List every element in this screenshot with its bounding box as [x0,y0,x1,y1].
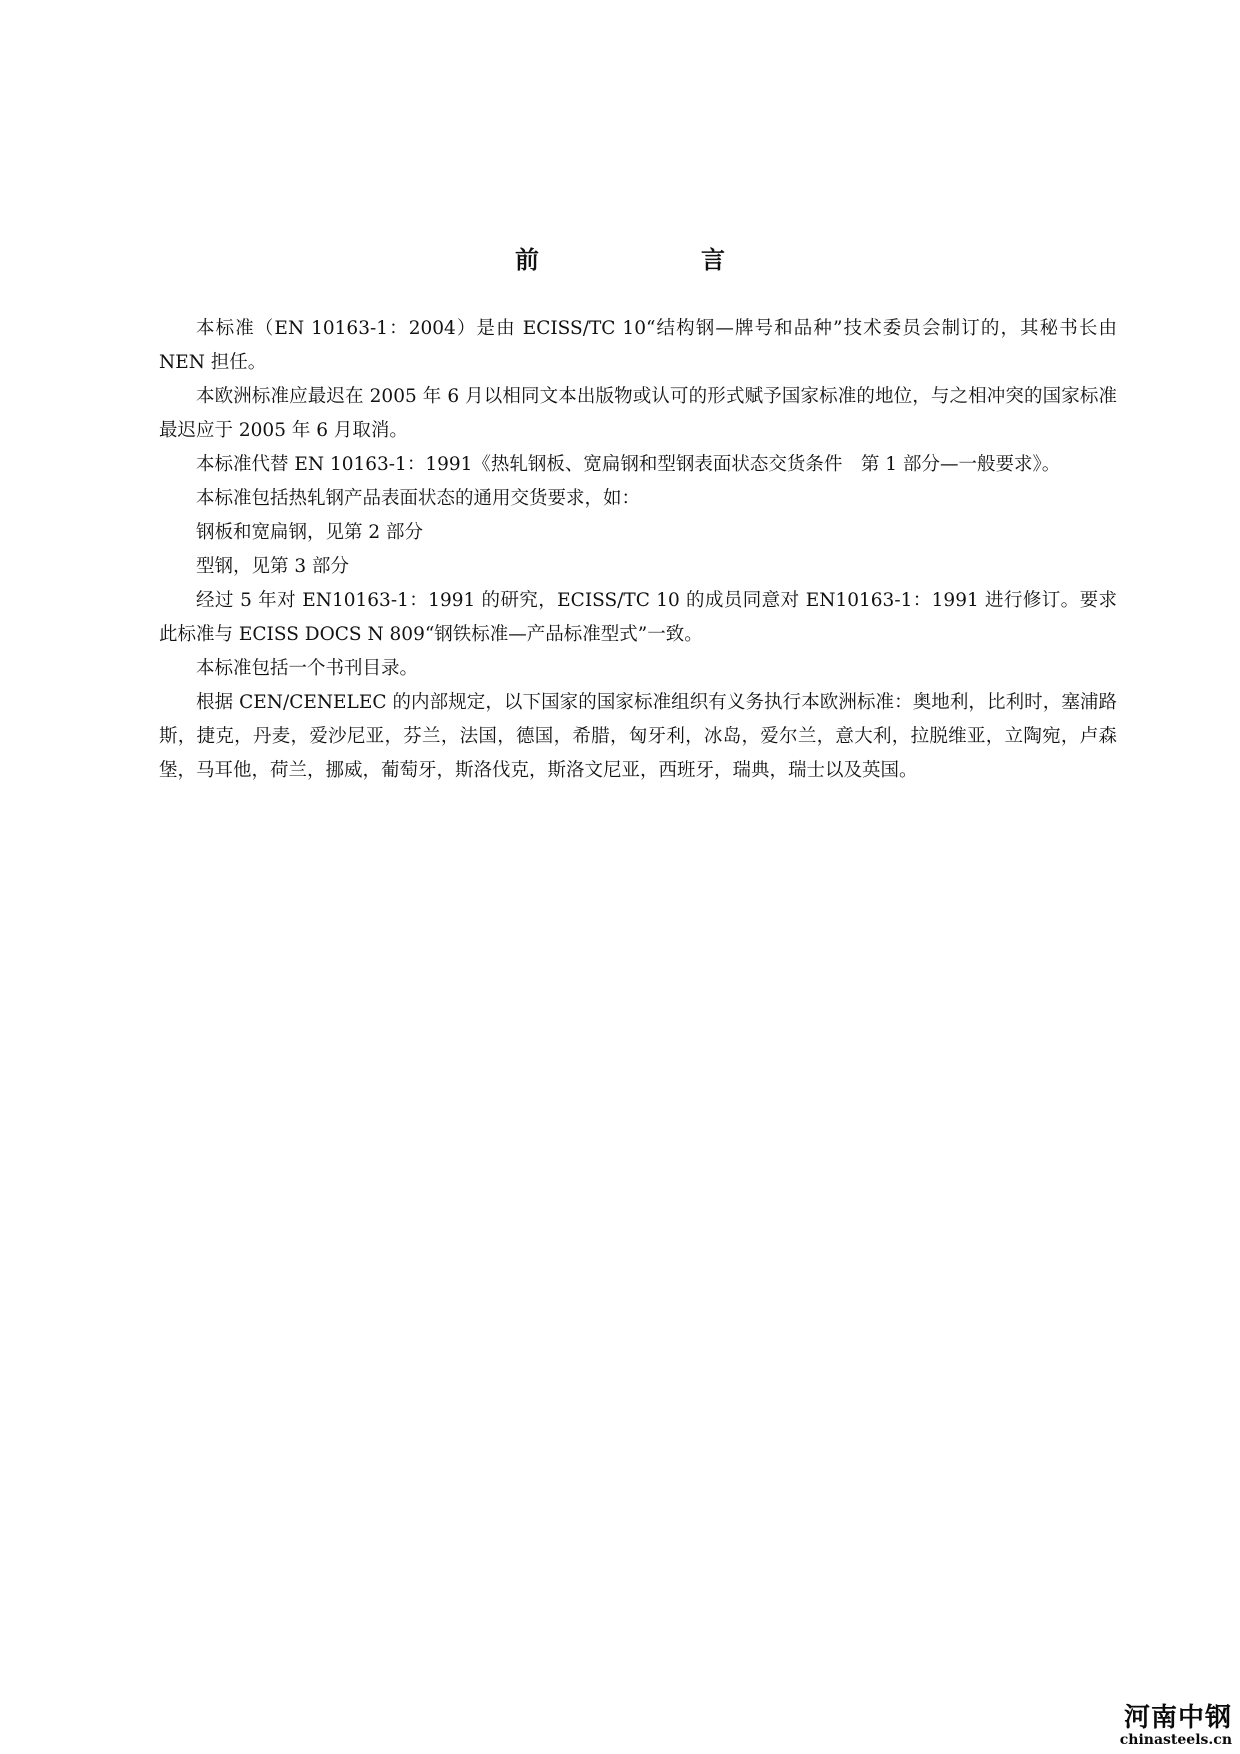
watermark-url: chinasteels.cn [1119,1732,1232,1748]
paragraph-revision: 经过 5 年对 EN10163-1：1991 的研究，ECISS/TC 10 的成员同意对 EN10163-1：1991 进行修订。要求此标准与 ECISS DOCS N 809“钢铁标准—产品标准型式”一致。 [159,590,1117,645]
watermark-logo [1092,1704,1232,1748]
paragraph-part-3: 型钢，见第 3 部分 [196,556,350,577]
paragraph-bibliography: 本标准包括一个书刊目录。 [196,658,419,679]
paragraph-national-status: 本欧洲标准应最迟在 2005 年 6 月以相同文本出版物或认可的形式赋予国家标准的地位，与之相冲突的国家标准最迟应于 2005 年 6 月取消。 [159,386,1117,441]
document-body [159,312,1117,788]
paragraph-part-2: 钢板和宽扁钢，见第 2 部分 [196,522,424,543]
paragraph-standard-origin: 本标准（EN 10163-1：2004）是由 ECISS/TC 10“结构钢—牌号和品种”技术委员会制订的，其秘书长由 NEN 担任。 [159,318,1117,373]
paragraph-scope: 本标准包括热轧钢产品表面状态的通用交货要求，如： [196,488,641,509]
page-title: 前 言 [515,245,802,274]
watermark-logo-text: 河南中钢 [1123,1703,1232,1733]
paragraph-replaces: 本标准代替 EN 10163-1：1991《热轧钢板、宽扁钢和型钢表面状态交货条件 第 1 部分—一般要求》。 [196,454,1061,475]
paragraph-countries: 根据 CEN/CENELEC 的内部规定，以下国家的国家标准组织有义务执行本欧洲标准：奥地利，比利时，塞浦路斯，捷克，丹麦，爱沙尼亚，芬兰，法国，德国，希腊，匈牙利，冰岛，爱尔兰，意大利，拉脱维亚，立陶宛，卢森堡，马耳他，荷兰，挪威，葡萄牙，斯洛伐克，斯洛文尼亚，西班牙，瑞典，瑞士以及英国。 [159,692,1117,781]
